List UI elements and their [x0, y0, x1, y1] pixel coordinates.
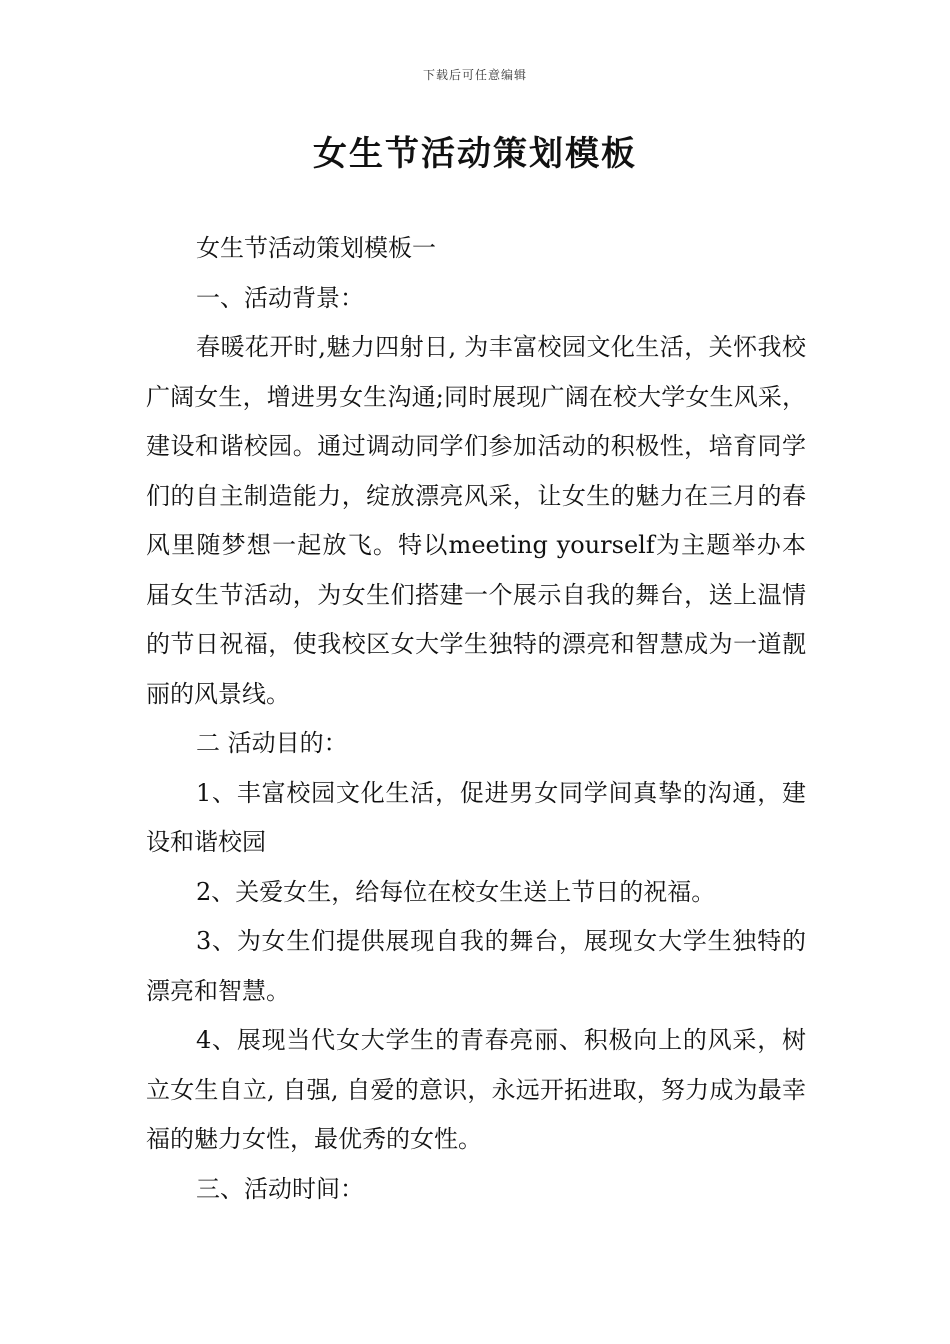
list-item: 2、关爱女生，给每位在校女生送上节日的祝福。	[196, 877, 716, 906]
list-item: 4、展现当代女大学生的青春亮丽、积极向上的风采，树立女生自立, 自强, 自爱的意识，永远开拓进取，努力成为最幸福的魅力女性，最优秀的女性。	[146, 1026, 806, 1153]
section-heading-time: 三、活动时间：	[196, 1174, 364, 1203]
document-body	[146, 224, 806, 1214]
section-heading-purpose: 二 活动目的：	[196, 729, 348, 757]
paragraph-background: 春暖花开时,魅力四射日, 为丰富校园文化生活，关怀我校广阔女生，增进男女生沟通;同时展现广阔在校大学女生风采，建设和谐校园。通过调动同学们参加活动的积极性，培育同学们的自主制造能力，绽放漂亮风采，让女生的魅力在三月的春风里随梦想一起放飞。特以meeting yourself为主题举办本届女生节活动，为女生们搭建一个展示自我的舞台，送上温情的节日祝福，使我校区女大学生独特的漂亮和智慧成为一道靓丽的风景线。	[146, 333, 806, 708]
section-heading: 女生节活动策划模板一	[196, 234, 436, 262]
list-item: 3、为女生们提供展现自我的舞台，展现女大学生独特的漂亮和智慧。	[146, 927, 806, 1005]
header-note: 下载后可任意编辑	[422, 68, 527, 82]
section-heading-background: 一、活动背景：	[196, 283, 364, 312]
document-title: 女生节活动策划模板	[313, 134, 637, 174]
list-item: 1、丰富校园文化生活，促进男女同学间真挚的沟通，建设和谐校园	[146, 778, 806, 856]
